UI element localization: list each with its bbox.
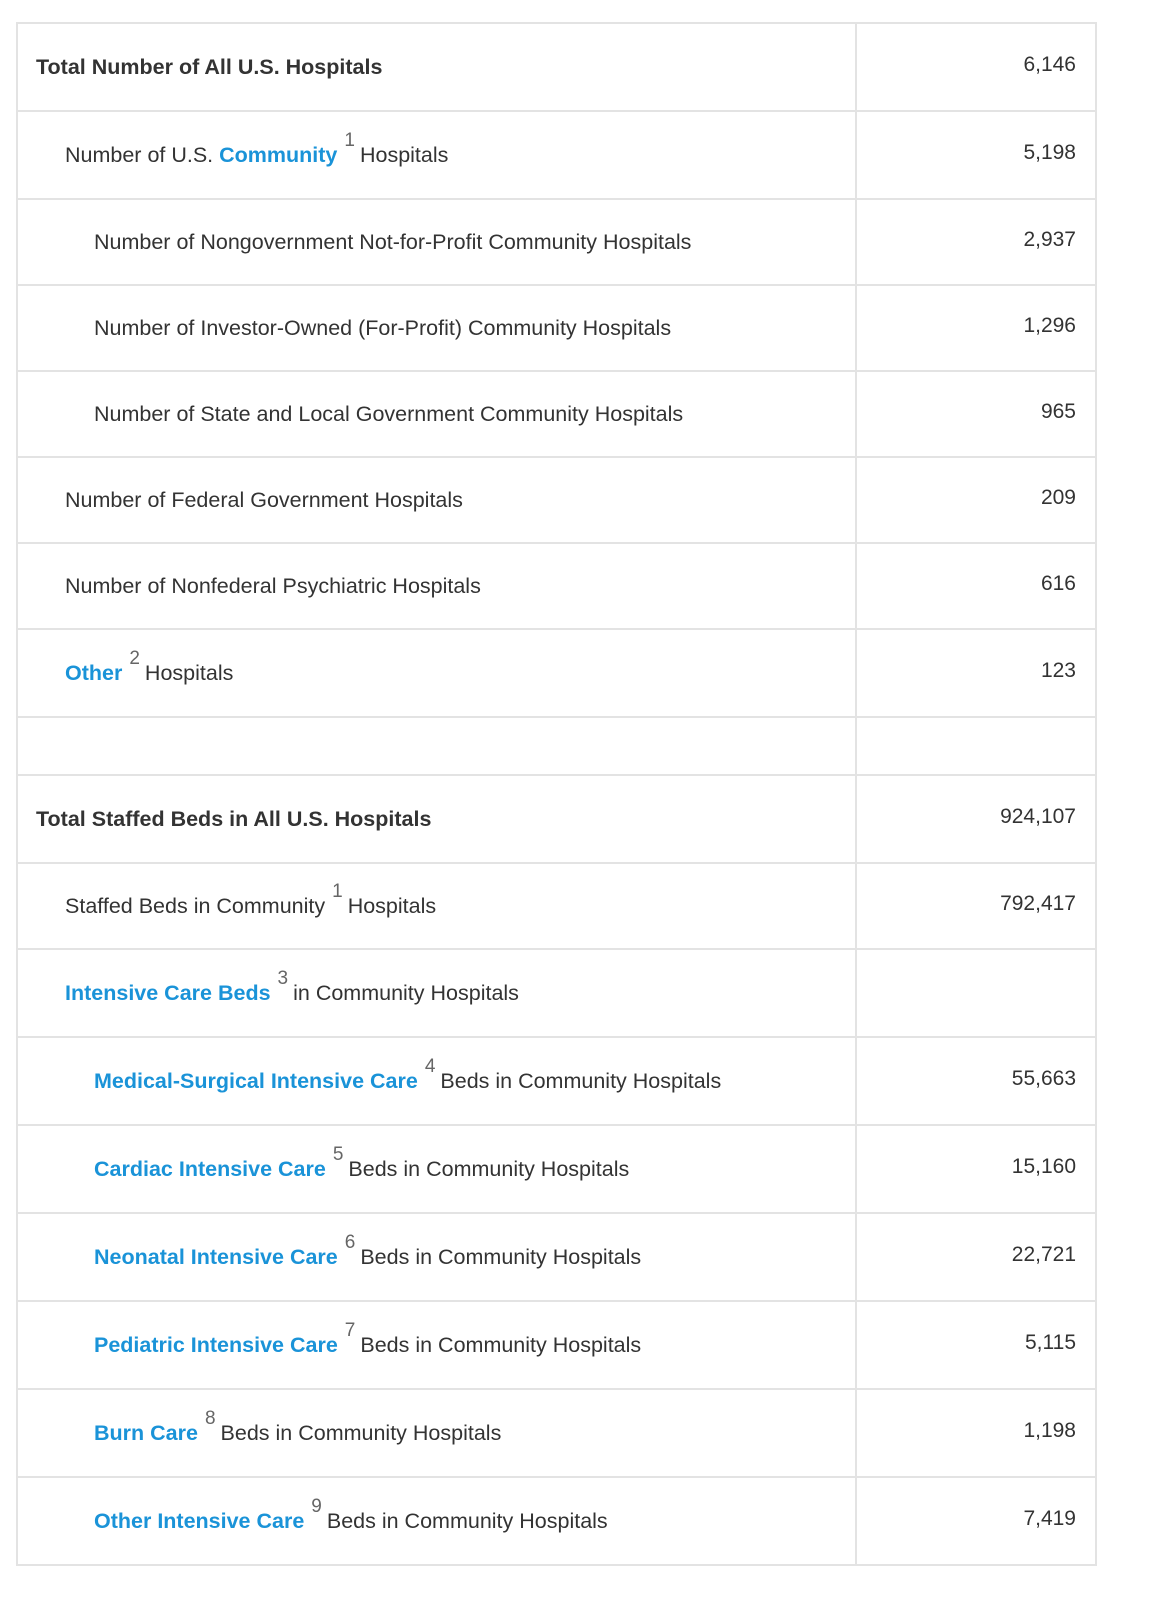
definition-link[interactable]: Cardiac Intensive Care [94,1156,326,1181]
row-label-cell [18,630,857,716]
row-label-cell [18,1038,857,1124]
row-value-cell: 123 [1040,659,1076,682]
row-value-cell: 22,721 [1011,1243,1076,1266]
row-value-cell: 924,107 [1000,805,1076,828]
table-row [18,950,1095,1038]
row-label-cell [18,1478,857,1564]
label-text: Number of State and Local Government Community Hospitals [94,401,684,426]
definition-link[interactable]: Pediatric Intensive Care [94,1332,338,1357]
table-row [18,112,1095,200]
table-row [18,24,1095,112]
table-row [18,286,1095,372]
footnote-marker: 8 [204,1408,216,1429]
row-label-cell [18,718,857,774]
label-text: Number of Nongovernment Not-for-Profit Community Hospitals [94,229,692,254]
label-text: Number of Federal Government Hospitals [65,487,463,512]
label-text: Beds in Community Hospitals [360,1332,642,1357]
definition-link[interactable]: Neonatal Intensive Care [94,1244,338,1269]
definition-link[interactable]: Burn Care [94,1420,198,1445]
row-label-cell [18,864,857,948]
row-value-cell: 1,198 [1023,1419,1076,1442]
footnote-marker: 4 [424,1056,436,1077]
label-text: Hospitals [359,142,449,167]
table-row [18,1390,1095,1478]
label-text: Staffed Beds in Community [65,893,326,918]
row-label-cell [18,112,857,198]
footnote-marker: 3 [277,968,289,989]
row-value-cell: 792,417 [1000,892,1076,915]
table-row [18,718,1095,776]
row-value-cell: 2,937 [1023,228,1076,251]
table-row [18,200,1095,286]
row-label-cell [18,200,857,284]
definition-link[interactable]: Other Intensive Care [94,1508,305,1533]
row-label-cell [18,1390,857,1476]
footnote-marker: 2 [129,648,140,669]
table-row [18,1214,1095,1302]
label-text: Hospitals [144,660,234,685]
footnote-marker: 6 [344,1232,356,1253]
row-value-cell: 55,663 [1011,1067,1076,1090]
row-label-cell [18,372,857,456]
row-value-cell: 616 [1040,572,1076,595]
footnote-marker: 1 [332,881,343,902]
row-label-cell [18,1126,857,1212]
label-text: Total Number of All U.S. Hospitals [36,54,383,79]
definition-link[interactable]: Community [219,142,338,167]
label-text: Number of U.S. [65,142,220,167]
table-row [18,458,1095,544]
label-text: Total Staffed Beds in All U.S. Hospitals [36,806,432,831]
label-text: Beds in Community Hospitals [348,1156,630,1181]
row-value-cell: 15,160 [1011,1155,1076,1178]
table-row [18,1302,1095,1390]
row-value-cell: 965 [1040,400,1076,423]
table-row [18,776,1095,864]
table-row [18,544,1095,630]
row-value-cell: 6,146 [1023,53,1076,76]
table-row [18,1478,1095,1566]
row-label-cell [18,24,857,110]
footnote-marker: 7 [344,1320,356,1341]
row-label-cell [18,1302,857,1388]
definition-link[interactable]: Intensive Care Beds [65,980,271,1005]
table-row [18,1126,1095,1214]
row-label-cell [18,776,857,862]
table-row [18,372,1095,458]
label-text: Number of Investor-Owned (For-Profit) Community Hospitals [94,315,672,340]
table-row [18,864,1095,950]
row-value-cell: 1,296 [1023,314,1076,337]
label-text: Beds in Community Hospitals [440,1068,722,1093]
label-text: Beds in Community Hospitals [220,1420,502,1445]
table-row [18,630,1095,718]
row-value-cell [857,718,1095,774]
definition-link[interactable]: Medical-Surgical Intensive Care [94,1068,418,1093]
hospital-statistics-table [16,22,1097,1566]
row-value-cell: 7,419 [1023,1507,1076,1530]
row-label-cell [18,458,857,542]
row-value-cell [857,950,1095,1036]
label-text: Number of Nonfederal Psychiatric Hospitals [65,573,481,598]
row-label-cell [18,950,857,1036]
footnote-marker: 9 [311,1496,322,1517]
definition-link[interactable]: Other [65,660,123,685]
footnote-marker: 1 [344,130,355,151]
label-text: Beds in Community Hospitals [326,1508,608,1533]
row-label-cell [18,1214,857,1300]
label-text: Hospitals [347,893,437,918]
row-label-cell [18,544,857,628]
row-value-cell: 209 [1040,486,1076,509]
row-value-cell: 5,198 [1023,141,1076,164]
label-text: in Community Hospitals [293,980,519,1005]
footnote-marker: 5 [332,1144,344,1165]
row-label-cell [18,286,857,370]
table-row [18,1038,1095,1126]
row-value-cell: 5,115 [1025,1331,1076,1354]
label-text: Beds in Community Hospitals [360,1244,642,1269]
